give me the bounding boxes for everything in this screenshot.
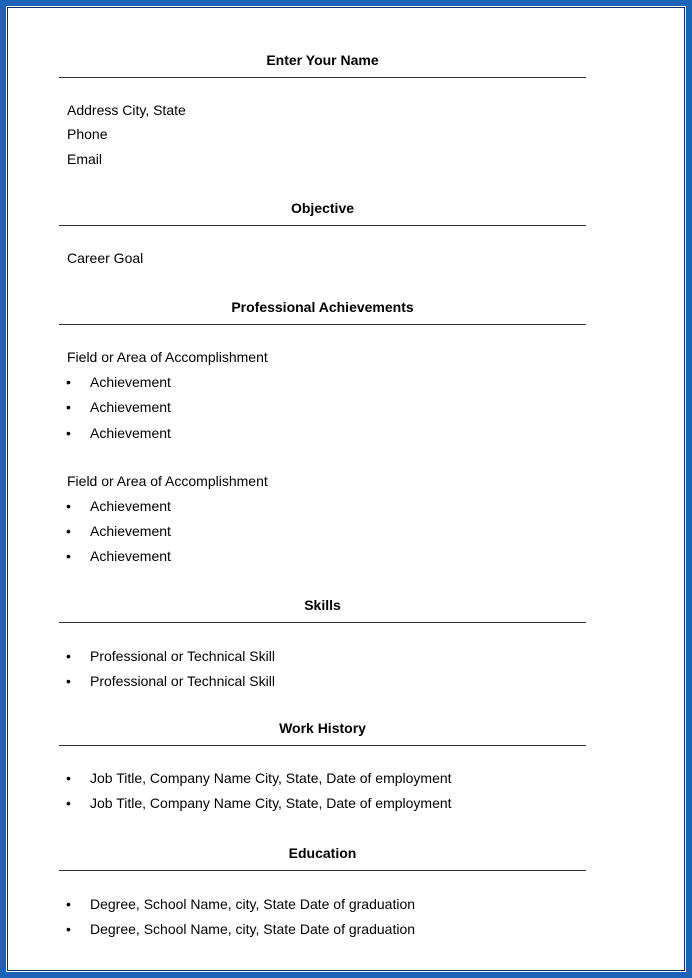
bullet-icon: •: [66, 548, 71, 564]
divider: [59, 745, 586, 746]
objective-text: Career Goal: [67, 250, 144, 266]
skill-item: Professional or Technical Skill: [90, 648, 275, 664]
accomplishment-field: Field or Area of Accomplishment: [67, 349, 268, 365]
bullet-icon: •: [66, 648, 71, 664]
divider: [59, 622, 586, 623]
bullet-icon: •: [66, 399, 71, 415]
name-heading: Enter Your Name: [266, 52, 379, 68]
work-history-heading: Work History: [279, 720, 366, 736]
bullet-icon: •: [66, 921, 71, 937]
achievement-item: Achievement: [90, 399, 171, 415]
bullet-icon: •: [66, 770, 71, 786]
accomplishment-field: Field or Area of Accomplishment: [67, 473, 268, 489]
divider: [59, 77, 586, 78]
email-line: Email: [67, 151, 103, 167]
skills-heading: Skills: [304, 597, 341, 613]
education-item: Degree, School Name, city, State Date of graduation: [90, 896, 416, 912]
work-history-item: Job Title, Company Name City, State, Date of employment: [90, 795, 452, 811]
achievement-item: Achievement: [90, 498, 171, 514]
divider: [59, 324, 586, 325]
phone-line: Phone: [67, 126, 108, 142]
bullet-icon: •: [66, 523, 71, 539]
achievements-heading: Professional Achievements: [231, 299, 414, 315]
education-item: Degree, School Name, city, State Date of graduation: [90, 921, 416, 937]
bullet-icon: •: [66, 425, 71, 441]
bullet-icon: •: [66, 673, 71, 689]
bullet-icon: •: [66, 795, 71, 811]
bullet-icon: •: [66, 374, 71, 390]
objective-heading: Objective: [290, 200, 355, 216]
achievement-item: Achievement: [90, 374, 171, 390]
bullet-icon: •: [66, 896, 71, 912]
bullet-icon: •: [66, 498, 71, 514]
address-line: Address City, State: [67, 102, 186, 118]
achievement-item: Achievement: [90, 548, 171, 564]
divider: [59, 870, 586, 871]
skill-item: Professional or Technical Skill: [90, 673, 275, 689]
work-history-item: Job Title, Company Name City, State, Date of employment: [90, 770, 452, 786]
achievement-item: Achievement: [90, 425, 171, 441]
education-heading: Education: [288, 845, 357, 861]
achievement-item: Achievement: [90, 523, 171, 539]
divider: [59, 225, 586, 226]
